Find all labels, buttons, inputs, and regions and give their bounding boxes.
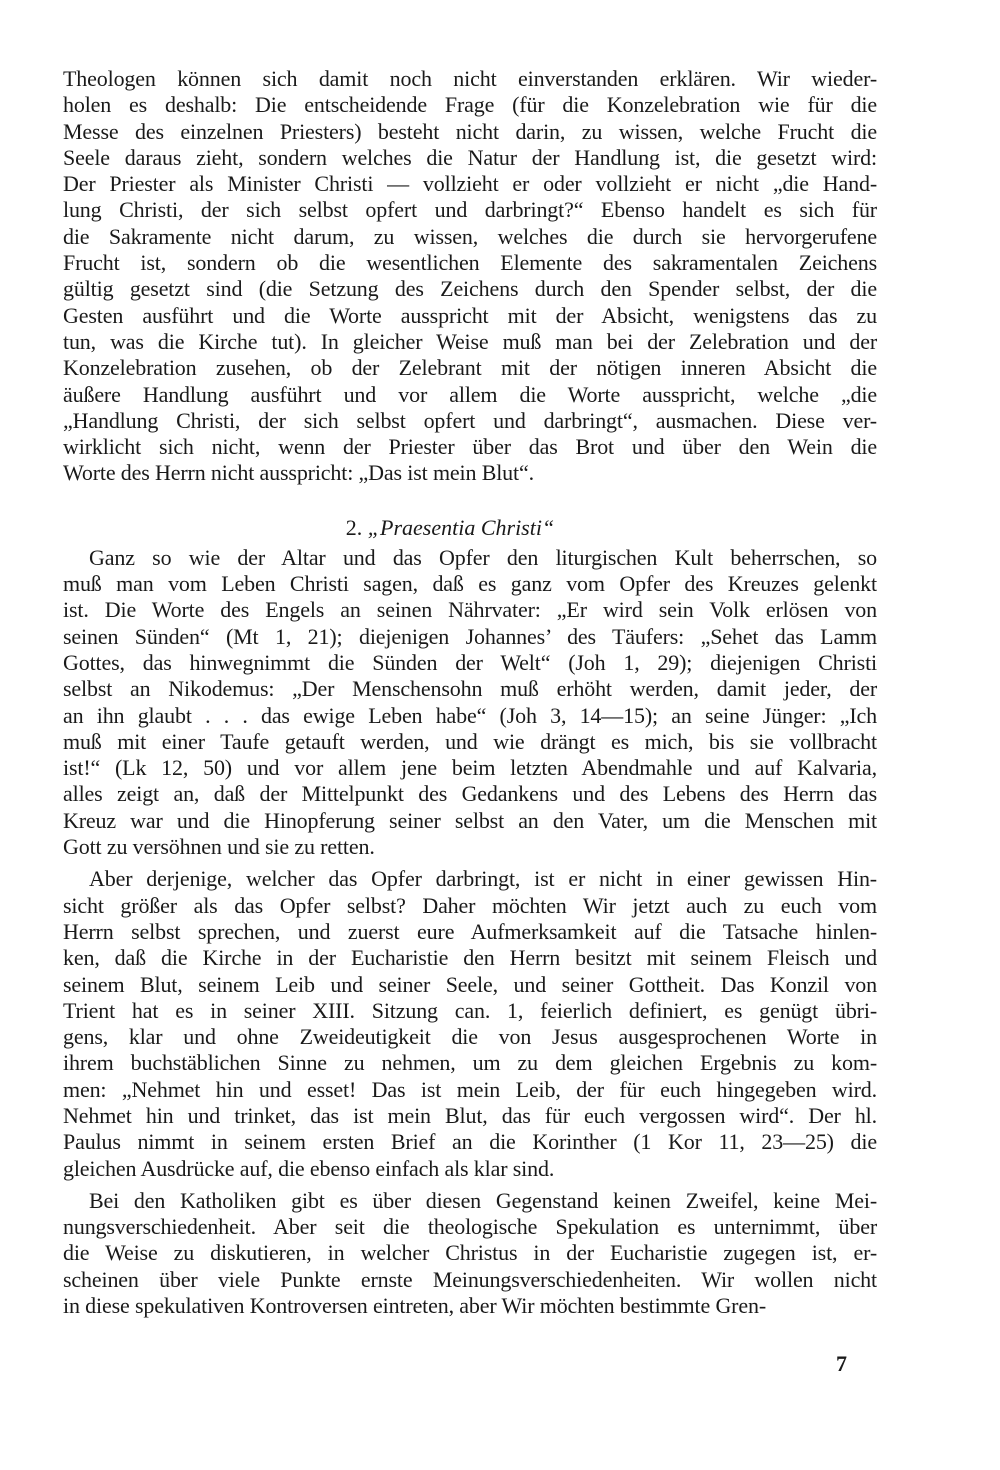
section-number: 2. [345,514,363,540]
text-line: Messe des einzelnen Priesters) besteht nicht darin, zu wissen, welche Frucht die [63,118,877,144]
text-line: ken, daß die Kirche in der Eucharistie den Herrn besitzt mit seinem Fleisch und [63,945,877,971]
text-line: seinen Sünden“ (Mt 1, 21); diejenigen Johannes’ des Täufers: „Sehet das Lamm [63,623,877,649]
top-paragraphs [63,66,877,487]
text-line: an ihn glaubt . . . das ewige Leben habe“ (Joh 3, 14—15); an seine Jünger: „Ich [63,702,877,728]
text-line: die Sakramente nicht darum, zu wissen, welches die durch sie hervorgerufene [63,223,877,249]
text-line: holen es deshalb: Die entscheidende Frage (für die Konzelebration wie für die [63,92,877,118]
text-line: gens, klar und ohne Zweideutigkeit die von Jesus ausgesprochenen Worte in [63,1024,877,1050]
text-line: äußere Handlung ausführt und vor allem die Worte ausspricht, welche „die [63,381,877,407]
text-line: ihrem buchstäblichen Sinne zu nehmen, um zu dem gleichen Ergebnis zu kom- [63,1050,877,1076]
section-heading [63,515,877,541]
paragraph [63,1188,877,1319]
text-line: Ganz so wie der Altar und das Opfer den liturgischen Kult beherrschen, so [89,544,877,570]
text-line: Trient hat es in seiner XIII. Sitzung can. 1, feierlich definiert, es genügt übri- [63,997,877,1023]
text-line: ist. Die Worte des Engels an seinen Nährvater: „Er wird sein Volk erlösen von [63,597,877,623]
page-number: 7 [836,1351,847,1376]
text-line: Seele daraus zieht, sondern welches die Natur der Handlung ist, die gesetzt wird: [63,144,877,170]
text-line: gleichen Ausdrücke auf, die ebenso einfach als klar sind. [63,1155,555,1181]
text-line: Kreuz war und die Hinopferung seiner selbst an den Vater, um die Menschen mit [63,807,877,833]
text-line: nungsverschiedenheit. Aber seit die theologische Spekulation es unternimmt, über [63,1214,877,1240]
section-title: „Praesentia Christi“ [367,514,555,540]
text-line: Herrn selbst sprechen, und zuerst eure Aufmerksamkeit auf die Tatsache hinlen- [63,918,877,944]
paragraph [63,545,877,861]
text-line: Paulus nimmt in seinem ersten Brief an die Korinther (1 Kor 11, 23—25) die [63,1129,877,1155]
text-line: Worte des Herrn nicht ausspricht: „Das ist mein Blut“. [63,460,534,486]
text-line: Bei den Katholiken gibt es über diesen Gegenstand keinen Zweifel, keine Mei- [89,1187,877,1213]
text-line: scheinen über viele Punkte ernste Meinungsverschiedenheiten. Wir wollen nicht [63,1266,877,1292]
text-line: muß man vom Leben Christi sagen, daß es ganz vom Opfer des Kreuzes gelenkt [63,571,877,597]
text-line: Gesten ausführt und die Worte ausspricht mit der Absicht, wenigstens das zu [63,302,877,328]
text-line: tun, was die Kirche tut). In gleicher Weise muß man bei der Zelebration und der [63,328,877,354]
text-line: lung Christi, der sich selbst opfert und darbringt?“ Ebenso handelt es sich für [63,197,877,223]
text-line: Theologen können sich damit noch nicht einverstanden erklären. Wir wieder- [63,66,877,91]
text-line: Gott zu versöhnen und sie zu retten. [63,834,375,860]
text-line: Nehmet hin und trinket, das ist mein Blut, das für euch vergossen wird“. Der hl. [63,1102,877,1128]
text-line: selbst an Nikodemus: „Der Menschensohn muß erhöht werden, damit jeder, der [63,676,877,702]
text-line: men: „Nehmet hin und esset! Das ist mein Leib, der für euch hingegeben wird. [63,1076,877,1102]
text-line: gültig gesetzt sind (die Setzung des Zeichens durch den Spender selbst, der die [63,276,877,302]
section-paragraphs [63,545,877,1320]
paragraph [63,866,877,1182]
text-line: in diese spekulativen Kontroversen eintreten, aber Wir möchten bestimmte Gren- [63,1293,766,1319]
text-line: Konzelebration zusehen, ob der Zelebrant mit der nötigen inneren Absicht die [63,355,877,381]
text-line: seinem Blut, seinem Leib und seiner Seele, und seiner Gottheit. Das Konzil von [63,971,877,997]
text-line: Gottes, das hinwegnimmt die Sünden der Welt“ (Joh 1, 29); diejenigen Christi [63,649,877,675]
page-body [63,66,877,1319]
text-line: Aber derjenige, welcher das Opfer darbringt, ist er nicht in einer gewissen Hin- [89,866,877,892]
text-line: „Handlung Christi, der sich selbst opfert und darbringt“, ausmachen. Diese ver- [63,407,877,433]
text-line: alles zeigt an, daß der Mittelpunkt des Gedankens und des Lebens des Herrn das [63,781,877,807]
text-line: Der Priester als Minister Christi — vollzieht er oder vollzieht er nicht „die Hand- [63,171,877,197]
text-line: ist!“ (Lk 12, 50) und vor allem jene beim letzten Abendmahle und auf Kalvaria, [63,755,877,781]
paragraph [63,66,877,487]
text-line: Frucht ist, sondern ob die wesentlichen Elemente des sakramentalen Zeichens [63,250,877,276]
text-line: die Weise zu diskutieren, in welcher Christus in der Eucharistie zugegen ist, er- [63,1240,877,1266]
text-line: sicht größer als das Opfer selbst? Daher möchten Wir jetzt auch zu euch vom [63,892,877,918]
text-line: muß mit einer Taufe getauft werden, und wie drängt es mich, bis sie vollbracht [63,728,877,754]
text-line: wirklicht sich nicht, wenn der Priester über das Brot und über den Wein die [63,434,877,460]
